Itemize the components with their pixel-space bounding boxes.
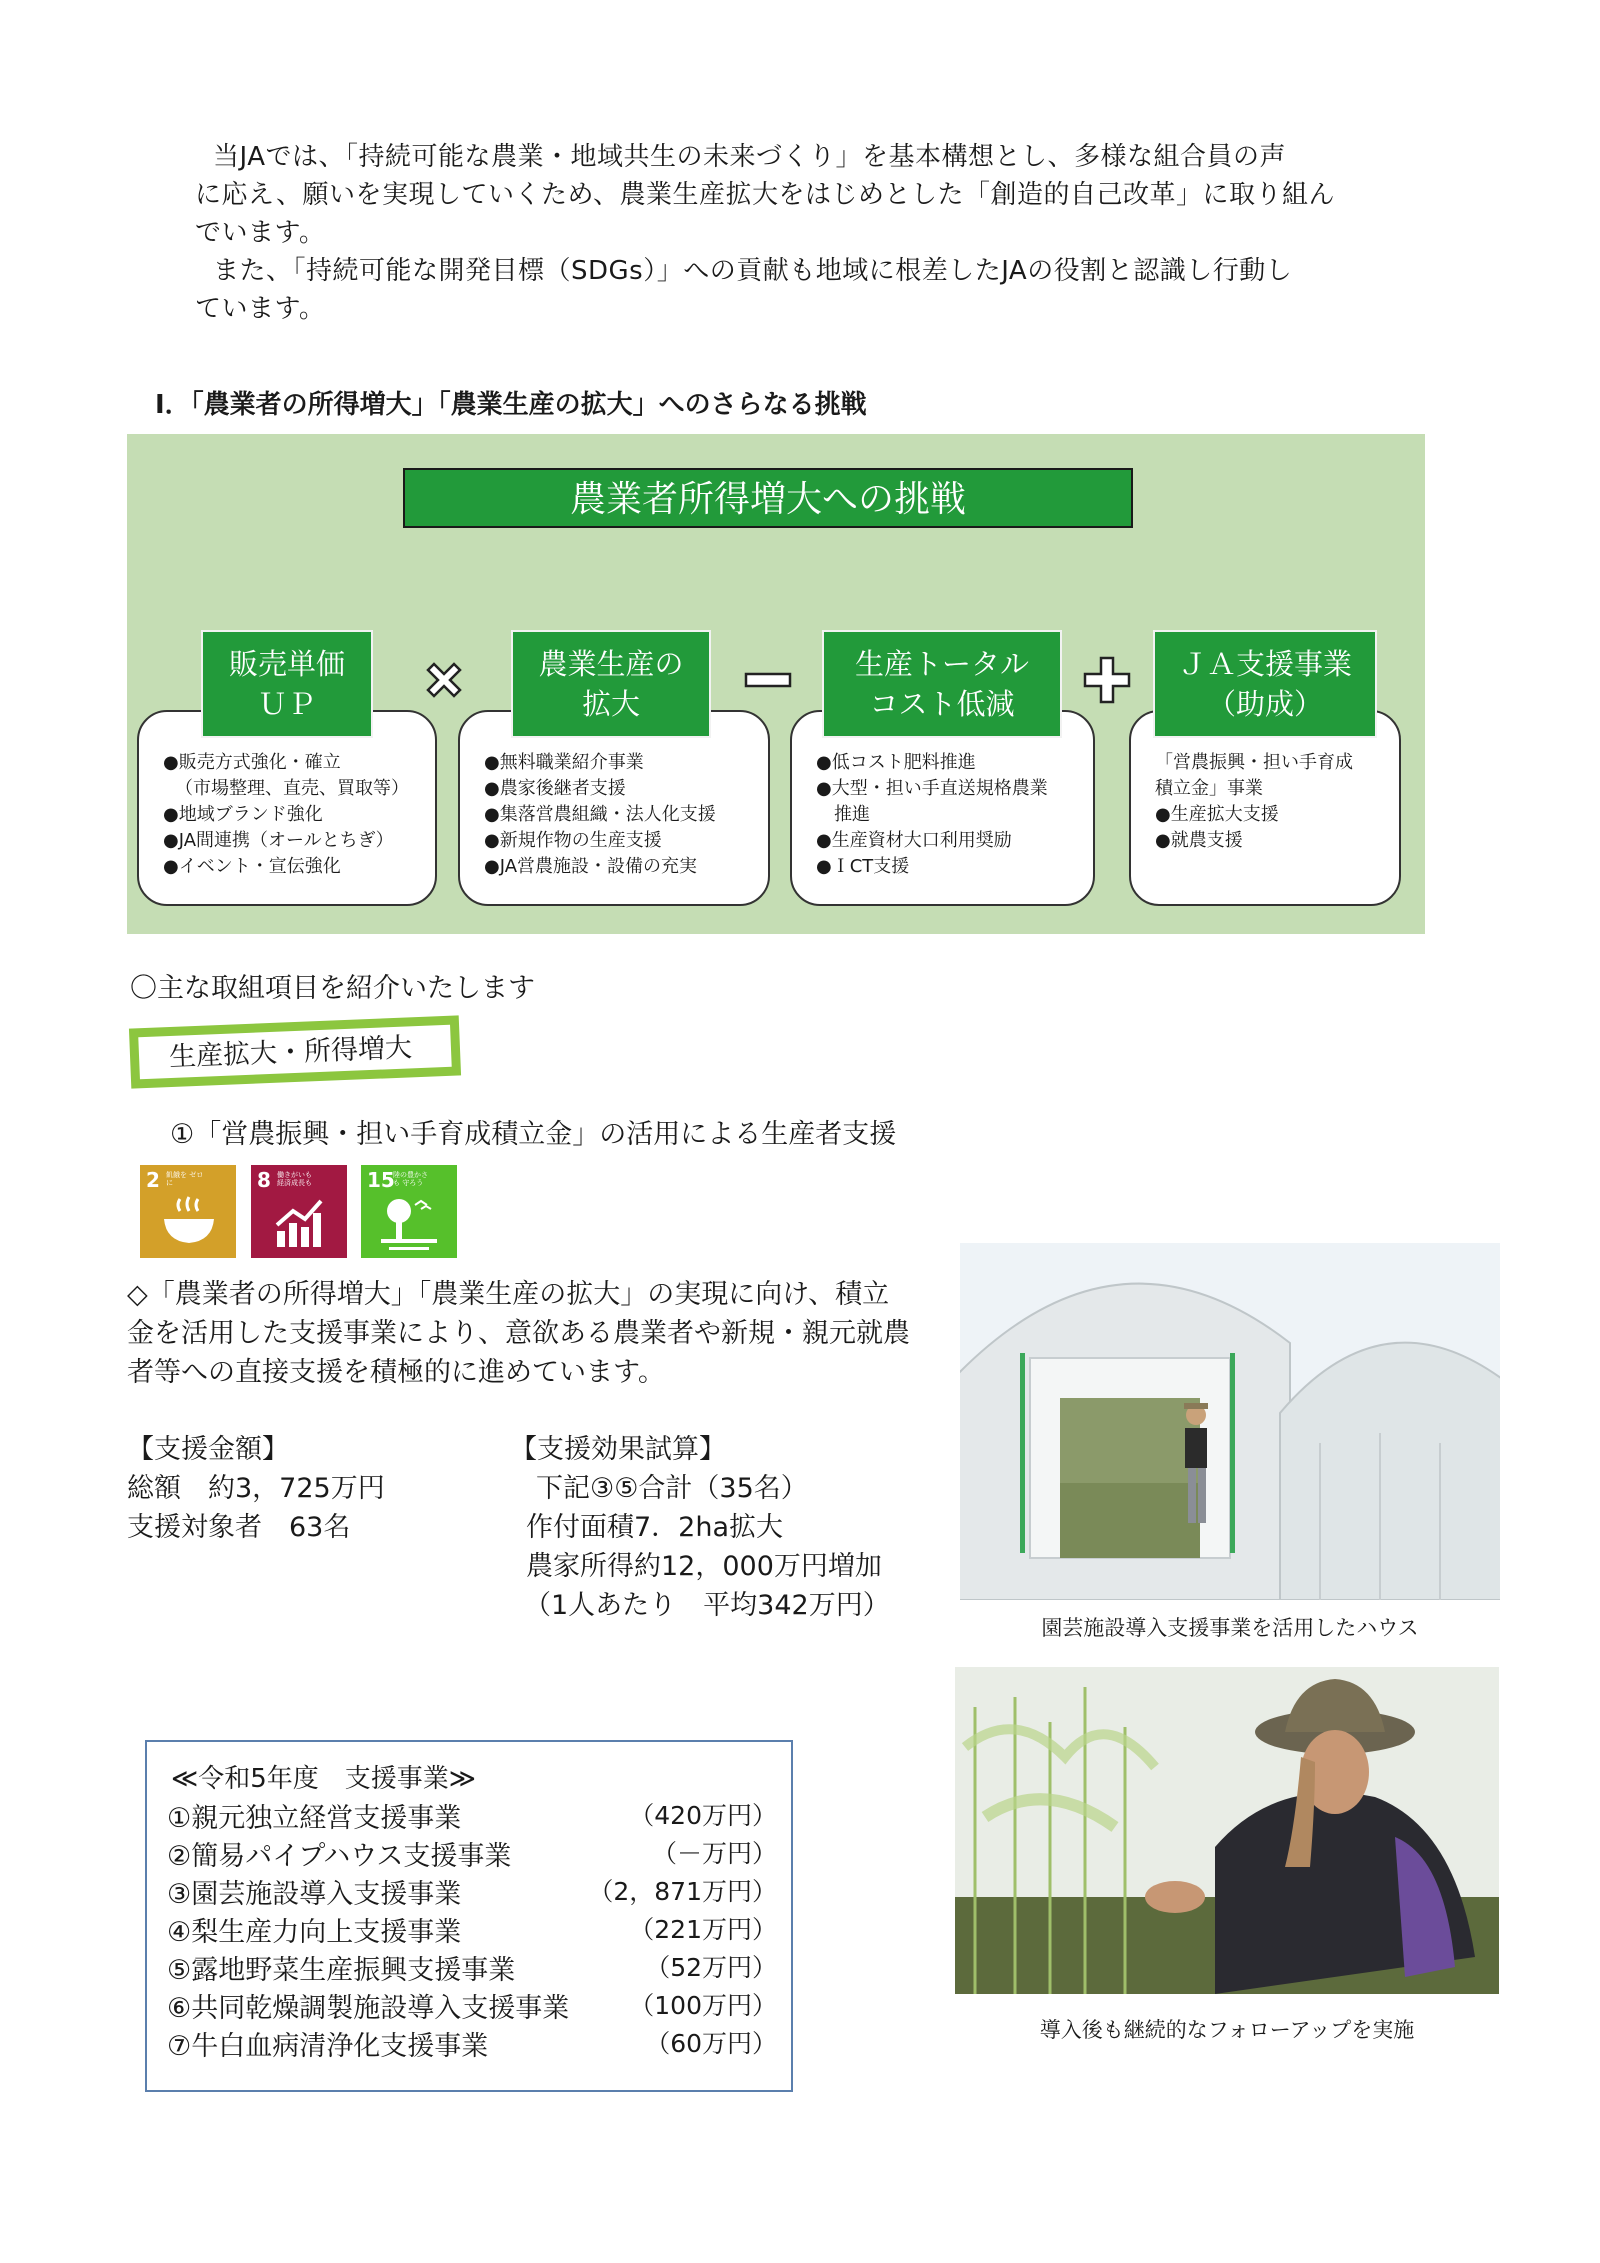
pillar-item: ●新規作物の生産支援: [484, 830, 662, 851]
sdg-number: 15: [367, 1168, 395, 1192]
intro-line: また、「持続可能な開発目標（SDGs）」への貢献も地域に根差したJAの役割と認識し行動し: [213, 256, 1293, 286]
program-amount: （100万円）: [629, 1991, 777, 2020]
support-effect-line: 農家所得約12，000万円増加: [526, 1551, 882, 1582]
pillar-heading-line: 拡大: [581, 687, 640, 721]
pillar-item: ●生産資材大口利用奨励: [816, 830, 1012, 851]
program-name: ⑤露地野菜生産振興支援事業: [167, 1955, 516, 1986]
pillar-item: ●JA営農施設・設備の充実: [484, 856, 698, 877]
program-amount: （221万円）: [629, 1915, 777, 1944]
pillar-heading-line: 生産トータル: [854, 647, 1029, 681]
program-amount: （60万円）: [645, 2029, 777, 2058]
sdg-number: 2: [146, 1168, 160, 1192]
support-programs-box: [145, 1740, 793, 2092]
support-program-row: [167, 1872, 777, 1910]
pillar-item: ●無料職業紹介事業: [484, 752, 644, 773]
pillar-heading-price: [201, 630, 373, 738]
program-amount: （－万円）: [651, 1839, 777, 1868]
sdg-label: 働きがいも 経済成長も: [277, 1171, 312, 1187]
program-name: ⑥共同乾燥調製施設導入支援事業: [167, 1993, 570, 2024]
pillar-item: ●JA間連携（オールとちぎ）: [163, 830, 394, 851]
program-name: ②簡易パイプハウス支援事業: [167, 1841, 512, 1872]
support-programs-title: ≪令和5年度 支援事業≫: [171, 1764, 476, 1794]
pillar-card-price: [137, 710, 437, 906]
support-targets: 支援対象者 63名: [127, 1512, 351, 1543]
support-program-row: [167, 1834, 777, 1872]
intro-line: でいます。: [195, 218, 326, 248]
support-amount-label: 【支援金額】: [127, 1434, 289, 1465]
sdg-number: 8: [257, 1168, 271, 1192]
support-program-row: [167, 1796, 777, 1834]
sdg-15-icon: [361, 1165, 457, 1258]
pillar-heading-line: （助成）: [1206, 687, 1323, 721]
pillar-item: ●ＩCT支援: [816, 856, 910, 877]
minus-icon: [744, 656, 792, 704]
sdg-2-icon: [140, 1165, 236, 1258]
pillar-item: ●生産拡大支援: [1155, 804, 1279, 825]
food-bowl-icon: [162, 1195, 216, 1253]
intro-line: に応え、願いを実現していくため、農業生産拡大をはじめとした「創造的自己改革」に取り組ん: [195, 180, 1336, 210]
plus-icon: [1083, 656, 1131, 704]
pillar-card-production: [458, 710, 770, 906]
sdg-8-icon: [251, 1165, 347, 1258]
pillar-item: ●集落営農組織・法人化支援: [484, 804, 716, 825]
support-effect: [510, 1430, 890, 1625]
program-name: ①親元独立経営支援事業: [167, 1803, 462, 1834]
intro-line: ています。: [195, 294, 326, 324]
pillar-heading-production: [511, 630, 711, 738]
intro-line: 当JAでは、「持続可能な農業・地域共生の未来づくり」を基本構想とし、多様な組合員の声: [213, 142, 1286, 172]
diagram-title: 農業者所得増大への挑戦: [403, 468, 1133, 528]
photo-caption: 園芸施設導入支援事業を活用したハウス: [1041, 1616, 1419, 1640]
pillar-item: ●大型・担い手直送規格農業: [816, 778, 1048, 799]
program-name: ④梨生産力向上支援事業: [167, 1917, 462, 1948]
program-amount: （52万円）: [645, 1953, 777, 1982]
greenhouse-photo: [960, 1243, 1500, 1600]
pillar-item: （市場整理、直売、買取等）: [175, 778, 409, 799]
description: [127, 1275, 947, 1392]
support-program-row: [167, 1986, 777, 2024]
pillar-heading-line: ＵＰ: [257, 687, 316, 721]
intro-note: 〇主な取組項目を紹介いたします: [130, 973, 535, 1004]
support-effect-label: 【支援効果試算】: [510, 1434, 726, 1465]
support-program-row: [167, 1910, 777, 1948]
support-total: 総額 約3，725万円: [127, 1473, 385, 1504]
support-program-row: [167, 1948, 777, 1986]
support-effect-line: （1人あたり 平均342万円）: [524, 1590, 890, 1621]
description-line: ◇「農業者の所得増大」「農業生産の拡大」の実現に向け、積立: [127, 1279, 890, 1310]
pillar-item: ●低コスト肥料推進: [816, 752, 976, 773]
pillar-item: ●販売方式強化・確立: [163, 752, 341, 773]
section-heading: Ⅰ．「農業者の所得増大」「農業生産の拡大」へのさらなる挑戦: [155, 390, 867, 420]
pillar-heading-cost: [822, 630, 1062, 738]
support-effect-line: 下記③⑤合計（35名）: [536, 1473, 808, 1504]
sdg-label: 陸の豊かさも 守ろう: [393, 1171, 428, 1187]
support-amount: [127, 1430, 385, 1547]
description-line: 者等への直接支援を積極的に進めています。: [127, 1357, 665, 1388]
intro-paragraph: [195, 138, 1385, 328]
pillar-item: 推進: [834, 804, 870, 825]
income-diagram: [127, 434, 1425, 934]
pillar-heading-support: [1153, 630, 1377, 738]
category-tag: 生産拡大・所得増大: [129, 1015, 461, 1088]
pillar-item: 「営農振興・担い手育成: [1155, 752, 1353, 773]
pillar-item: 積立金」事業: [1155, 778, 1263, 799]
sdg-label: 飢餓を ゼロに: [166, 1171, 204, 1187]
subsection-heading: ①「営農振興・担い手育成積立金」の活用による生産者支援: [170, 1119, 897, 1150]
pillar-card-support: [1129, 710, 1401, 906]
farmer-photo: [955, 1667, 1499, 1994]
program-name: ③園芸施設導入支援事業: [167, 1879, 462, 1910]
pillar-item: ●農家後継者支援: [484, 778, 626, 799]
pillar-heading-line: 販売単価: [228, 647, 345, 681]
description-line: 金を活用した支援事業により、意欲ある農業者や新規・親元就農: [127, 1318, 910, 1349]
support-program-row: [167, 2024, 777, 2062]
pillar-heading-line: 農業生産の: [538, 647, 684, 681]
photo-caption: 導入後も継続的なフォローアップを実施: [1039, 2018, 1415, 2042]
growth-chart-icon: [273, 1197, 327, 1249]
pillar-item: ●イベント・宣伝強化: [163, 856, 341, 877]
program-name: ⑦牛白血病清浄化支援事業: [167, 2031, 489, 2062]
pillar-item: ●就農支援: [1155, 830, 1243, 851]
pillar-card-cost: [790, 710, 1095, 906]
program-amount: （2，871万円）: [588, 1877, 777, 1906]
program-amount: （420万円）: [629, 1801, 777, 1830]
support-effect-line: 作付面積7．2ha拡大: [526, 1512, 784, 1543]
pillar-heading-line: ＪＡ支援事業: [1177, 647, 1352, 681]
pillar-heading-line: コスト低減: [869, 687, 1015, 721]
pillar-item: ●地域ブランド強化: [163, 804, 323, 825]
multiply-icon: [420, 656, 468, 704]
tree-icon: [379, 1195, 439, 1253]
